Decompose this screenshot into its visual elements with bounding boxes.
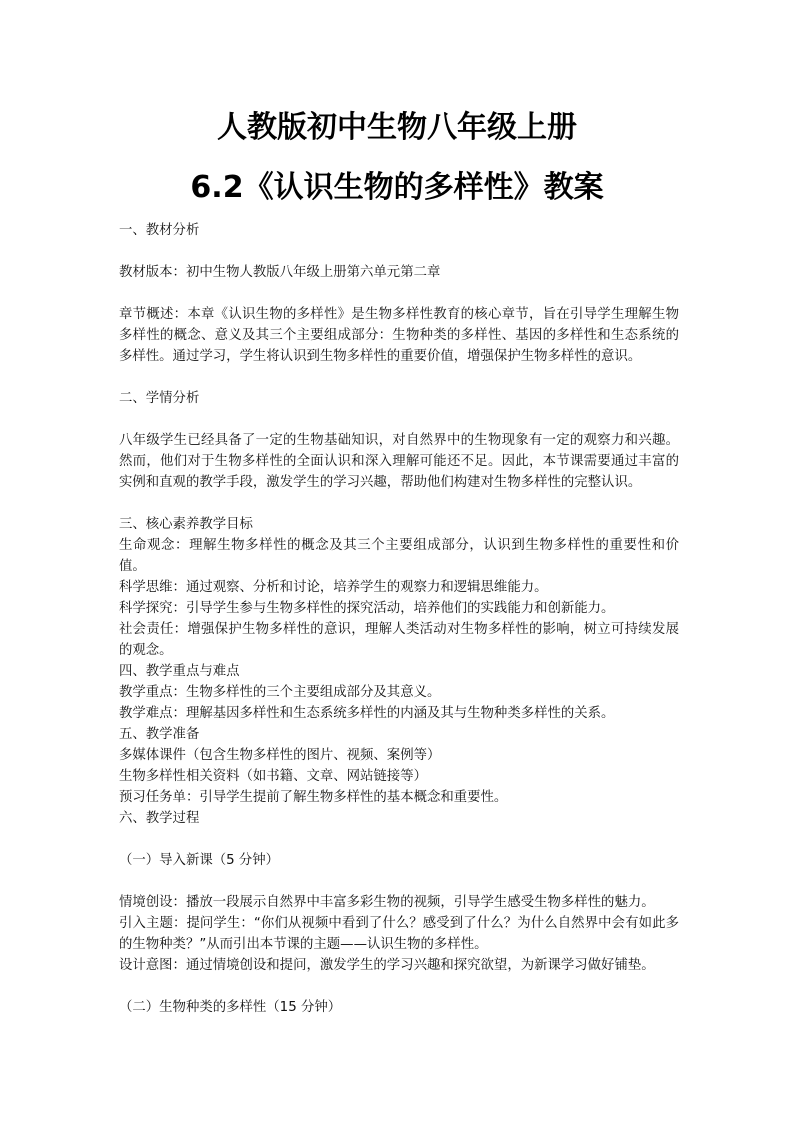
section-heading-key-points: 四、教学重点与难点 [119,664,240,679]
preparation-item: 多媒体课件（包含生物多样性的图片、视频、案例等） [119,748,441,763]
section-heading-objectives: 三、核心素养教学目标 [119,517,253,532]
preparation-item: 生物多样性相关资料（如书籍、文章、网站链接等） [119,769,427,784]
chapter-overview: 章节概述：本章《认识生物的多样性》是生物多样性教育的核心章节，旨在引导学生理解生物多样性的概念、意义及其三个主要组成部分：生物种类的多样性、基因的多样性和生态系统的多样性。通过学习，学生将认识到生物多样性的重要价值，增强保护生物多样性的意识。 [119,307,679,364]
objective-life-concept: 生命观念：理解生物多样性的概念及其三个主要组成部分，认识到生物多样性的重要性和价值。 [119,538,679,574]
objective-scientific-thinking: 科学思维：通过观察、分析和讨论，培养学生的观察力和逻辑思维能力。 [119,580,548,595]
teaching-key-point: 教学重点：生物多样性的三个主要组成部分及其意义。 [119,685,441,700]
objective-scientific-inquiry: 科学探究：引导学生参与生物多样性的探究活动，培养他们的实践能力和创新能力。 [119,601,615,616]
document-body [119,220,679,1018]
process-topic-intro: 引入主题：提问学生：“你们从视频中看到了什么？感受到了什么？为什么自然界中会有如此多的生物种类？”从而引出本节课的主题——认识生物的多样性。 [119,916,679,952]
teaching-difficulty: 教学难点：理解基因多样性和生态系统多样性的内涵及其与生物种类多样性的关系。 [119,706,615,721]
student-analysis: 八年级学生已经具备了一定的生物基础知识，对自然界中的生物现象有一定的观察力和兴趣。然而，他们对于生物多样性的全面认识和深入理解可能还不足。因此，本节课需要通过丰富的实例和直观的教学手段，激发学生的学习兴趣，帮助他们构建对生物多样性的完整认识。 [119,433,679,490]
document-title-line1: 人教版初中生物八年级上册 [217,110,577,145]
document-title-line2: 6.2《认识生物的多样性》教案 [190,170,604,205]
process-part2-heading: （二）生物种类的多样性（15 分钟） [119,1000,342,1015]
section-heading-students: 二、学情分析 [119,391,200,406]
process-design-intent: 设计意图：通过情境创设和提问，激发学生的学习兴趣和探究欲望，为新课学习做好铺垫。 [119,958,655,973]
process-scene-setting: 情境创设：播放一段展示自然界中丰富多彩生物的视频，引导学生感受生物多样性的魅力。 [119,895,655,910]
preparation-item: 预习任务单：引导学生提前了解生物多样性的基本概念和重要性。 [119,790,508,805]
objective-social-responsibility: 社会责任：增强保护生物多样性的意识，理解人类活动对生物多样性的影响，树立可持续发展的观念。 [119,622,679,658]
process-part1-heading: （一）导入新课（5 分钟） [119,853,280,868]
section-heading-preparation: 五、教学准备 [119,727,200,742]
section-heading-process: 六、教学过程 [119,811,200,826]
section-heading-materials: 一、教材分析 [119,223,200,238]
textbook-version: 教材版本：初中生物人教版八年级上册第六单元第二章 [119,265,441,280]
